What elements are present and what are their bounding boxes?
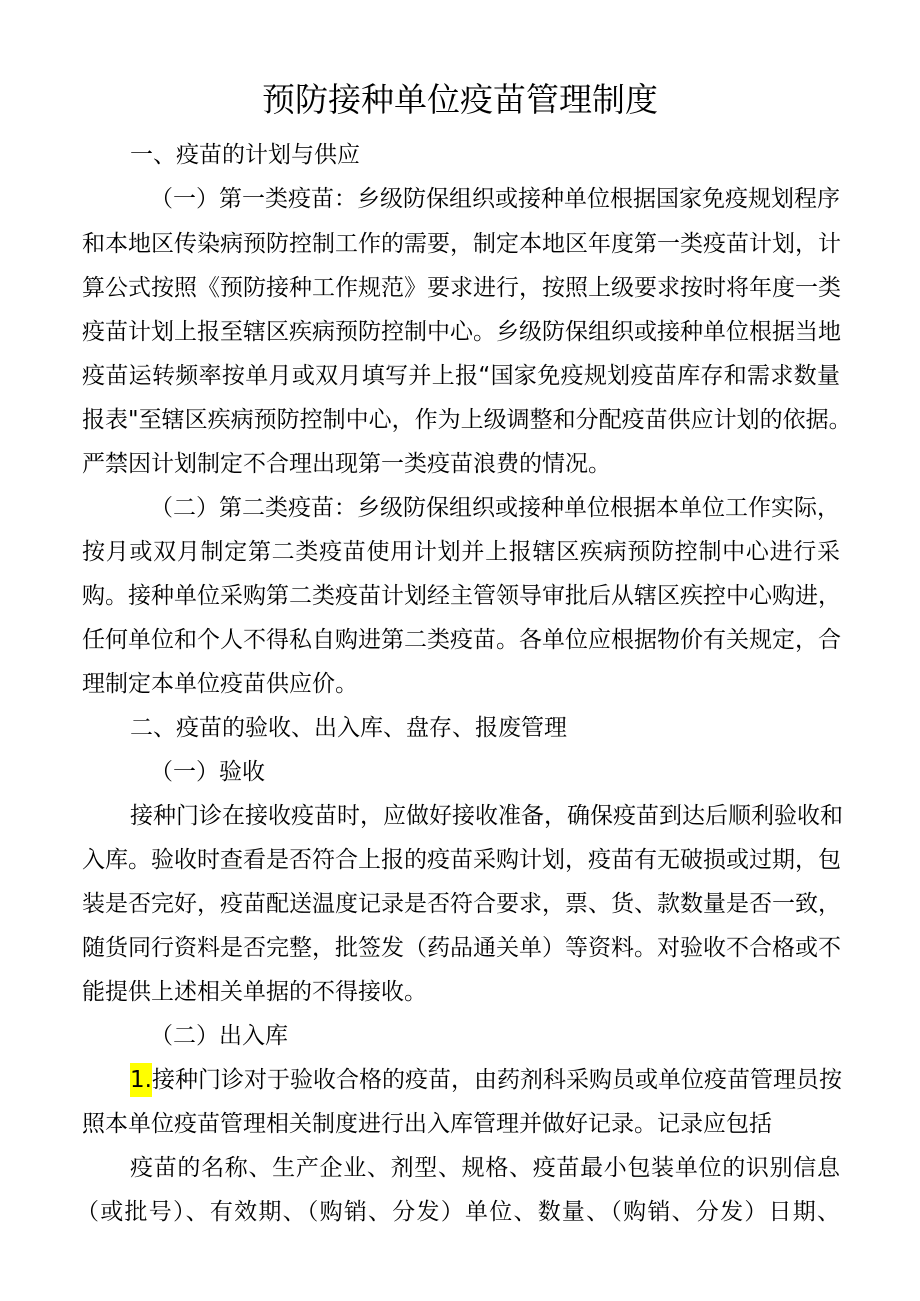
document-title: 预防接种单位疫苗管理制度 — [262, 80, 658, 119]
section-heading-1: 一、疫苗的计划与供应 — [130, 142, 360, 168]
p2-line-1: （二）第二类疫苗：乡级防保组织或接种单位根据本单位工作实际， — [150, 495, 840, 521]
p1-line-7: 严禁因计划制定不合理出现第一类疫苗浪费的情况。 — [82, 451, 611, 477]
p1-line-3: 算公式按照《预防接种工作规范》要求进行，按照上级要求按时将年度一类 — [82, 275, 841, 301]
p2-line-5: 理制定本单位疫苗供应价。 — [82, 671, 358, 697]
p5-line-1: 疫苗的名称、生产企业、剂型、规格、疫苗最小包装单位的识别信息 — [130, 1155, 840, 1181]
p3-line-2: 入库。验收时查看是否符合上报的疫苗采购计划，疫苗有无破损或过期，包 — [82, 847, 841, 873]
p4-line-1 — [130, 1063, 840, 1097]
p1-line-4: 疫苗计划上报至辖区疾病预防控制中心。乡级防保组织或接种单位根据当地 — [82, 319, 841, 345]
p3-line-1: 接种门诊在接收疫苗时，应做好接收准备，确保疫苗到达后顺利验收和 — [130, 803, 843, 829]
p5-line-2: （或批号）、有效期、（购销、分发）单位、数量、（购销、分发）日期、 — [76, 1199, 840, 1225]
subheading-acceptance: （一）验收 — [150, 759, 265, 785]
p4-line-2: 照本单位疫苗管理相关制度进行出入库管理并做好记录。记录应包括 — [82, 1111, 772, 1137]
p3-line-3: 装是否完好，疫苗配送温度记录是否符合要求，票、货、款数量是否一致， — [82, 891, 841, 917]
p2-line-2: 按月或双月制定第二类疫苗使用计划并上报辖区疾病预防控制中心进行采 — [82, 539, 840, 565]
p1-line-6: 报表"至辖区疾病预防控制中心，作为上级调整和分配疫苗供应计划的依据。 — [82, 407, 852, 433]
p1-line-2: 和本地区传染病预防控制工作的需要，制定本地区年度第一类疫苗计划，计 — [82, 231, 841, 257]
p2-line-4: 任何单位和个人不得私自购进第二类疫苗。各单位应根据物价有关规定，合 — [82, 627, 841, 653]
p3-line-5: 能提供上述相关单据的不得接收。 — [82, 979, 427, 1005]
p4-line-1-text: 接种门诊对于验收合格的疫苗，由药剂科采购员或单位疫苗管理员按 — [151, 1067, 842, 1093]
subheading-inout: （二）出入库 — [150, 1023, 288, 1049]
p2-line-3: 购。接种单位采购第二类疫苗计划经主管领导审批后从辖区疾控中心购进， — [82, 583, 841, 609]
p1-line-1: （一）第一类疫苗：乡级防保组织或接种单位根据国家免疫规划程序 — [150, 186, 840, 212]
p3-line-4: 随货同行资料是否完整，批签发（药品通关单）等资料。对验收不合格或不 — [82, 935, 841, 961]
p1-line-5: 疫苗运转频率按单月或双月填写并上报“国家免疫规划疫苗库存和需求数量 — [82, 363, 840, 389]
section-heading-2: 二、疫苗的验收、出入库、盘存、报废管理 — [130, 715, 567, 741]
list-marker-highlighted: 1. — [130, 1063, 152, 1097]
